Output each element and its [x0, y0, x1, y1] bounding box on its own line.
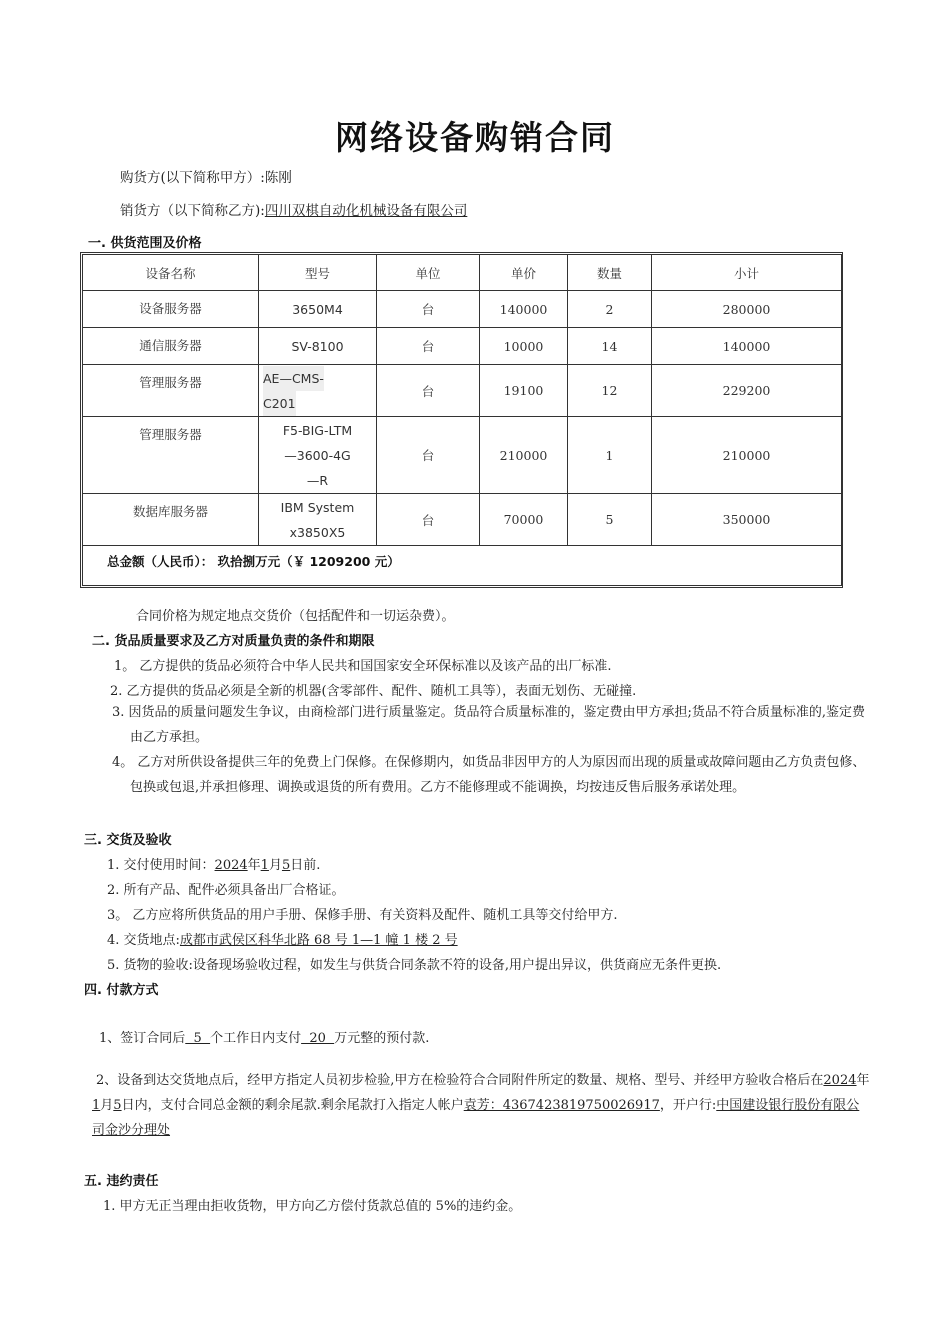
section3-item4 [107, 929, 458, 948]
model-line: F5-BIG-LTM [282, 422, 353, 438]
table-row [83, 328, 842, 365]
cell-subtotal: 350000 [652, 494, 842, 546]
cell-name: 设备服务器 [83, 291, 259, 328]
cell-qty: 5 [568, 494, 652, 546]
bank-name: 中国建设银行股份有限公司金沙分理处 [92, 1098, 860, 1138]
section4-heading: 四. 付款方式 [84, 983, 159, 998]
buyer-label: 购货方(以下简称甲方）: [120, 170, 265, 186]
header-qty: 数量 [568, 255, 652, 291]
delivery-month-label: 年 [247, 858, 261, 873]
cell-price: 210000 [480, 417, 568, 494]
delivery-day-label: 月 [268, 858, 282, 873]
header-subtotal: 小计 [652, 255, 842, 291]
section2-item: 2. 乙方提供的货品必须是全新的机器(含零部件、配件、随机工具等），表面无划伤、无碰撞. [110, 684, 637, 699]
cell-model [259, 365, 377, 417]
table-row [83, 494, 842, 546]
model-line: —3600-4G [284, 447, 351, 463]
cell-unit: 台 [377, 365, 480, 417]
final-pay-day: 5 [113, 1098, 122, 1113]
cell-price: 19100 [480, 365, 568, 417]
price-table [82, 254, 842, 586]
delivery-address: 成都市武侯区科华北路 68 号 1—1 幢 1 楼 2 号 [179, 933, 458, 948]
final-pay-day-label: 月 [100, 1098, 114, 1113]
cell-name: 管理服务器 [83, 417, 259, 494]
model-line: C201 [263, 391, 296, 416]
header-name: 设备名称 [83, 255, 259, 291]
cell-model [259, 417, 377, 494]
cell-subtotal: 280000 [652, 291, 842, 328]
prepay-middle: 个工作日内支付 [210, 1031, 302, 1046]
header-price: 单价 [480, 255, 568, 291]
cell-model [259, 494, 377, 546]
section1-heading: 一. 供货范围及价格 [88, 236, 202, 251]
delivery-month: 1 [260, 858, 269, 873]
price-note: 合同价格为规定地点交货价（包括配件和一切运杂费）。 [136, 609, 455, 624]
cell-model: 3650M4 [259, 291, 377, 328]
section2-item [112, 750, 872, 800]
model-line: —R [306, 472, 329, 488]
section2-item: 1。 乙方提供的货品必须符合中华人民共和国国家安全环保标准以及该产品的出厂标准. [114, 659, 612, 674]
delivery-place-label: 4. 交货地点: [107, 933, 180, 948]
model-line: x3850X5 [289, 524, 346, 540]
section2-item [112, 700, 872, 750]
section3-item3: 3。 乙方应将所供货品的用户手册、保修手册、有关资料及配件、随机工具等交付给甲方. [107, 908, 618, 923]
cell-subtotal: 140000 [652, 328, 842, 365]
cell-unit: 台 [377, 417, 480, 494]
cell-name: 管理服务器 [83, 365, 259, 417]
final-pay-month-label: 年 [856, 1073, 870, 1088]
cell-qty: 1 [568, 417, 652, 494]
account-number: 袁芳：4367423819750026917 [463, 1098, 660, 1113]
seller-line [120, 199, 467, 219]
cell-subtotal: 229200 [652, 365, 842, 417]
cell-qty: 14 [568, 328, 652, 365]
model-line: AE—CMS- [263, 366, 324, 391]
section2-heading: 二. 货品质量要求及乙方对质量负责的条件和期限 [92, 634, 375, 649]
delivery-year: 2024 [214, 858, 248, 873]
section3-item1 [107, 854, 320, 873]
cell-qty: 12 [568, 365, 652, 417]
table-total-row [83, 546, 842, 586]
table-row [83, 417, 842, 494]
prepay-label: 1、签订合同后 [99, 1031, 186, 1046]
cell-price: 70000 [480, 494, 568, 546]
seller-name: 四川双棋自动化机械设备有限公司 [264, 203, 468, 219]
cell-qty: 2 [568, 291, 652, 328]
bank-label: ，开户行: [659, 1098, 717, 1113]
cell-subtotal: 210000 [652, 417, 842, 494]
model-line: IBM System [280, 499, 355, 515]
section5-heading: 五. 违约责任 [84, 1174, 159, 1189]
delivery-day: 5 [281, 858, 291, 873]
section5-item1: 1. 甲方无正当理由拒收货物，甲方向乙方偿付货款总值的 5%的违约金。 [103, 1199, 522, 1214]
table-header-row [83, 255, 842, 291]
total-amount: 总金额（人民币）： 玖拾捌万元（￥ 1209200 元） [83, 546, 842, 586]
cell-price: 140000 [480, 291, 568, 328]
delivery-time-label: 1. 交付使用时间： [107, 858, 215, 873]
cell-unit: 台 [377, 328, 480, 365]
final-pay-year: 2024 [823, 1073, 857, 1088]
section3-item5: 5. 货物的验收:设备现场验收过程，如发生与供货合同条款不符的设备,用户提出异议，供货商应无条件更换. [107, 958, 722, 973]
buyer-line [120, 166, 292, 186]
final-pay-text2: 日内，支付合同总金额的剩余尾款.剩余尾款打入指定人帐户 [121, 1098, 464, 1113]
section2-item-text: 4。 乙方对所供设备提供三年的免费上门保修。在保修期内，如货品非因甲方的人为原因而出现的质量或故障问题由乙方负责包修、包换或包退,并承担修理、调换或退货的所有费用。乙方不能修理或不能调换，均按违反售后服务承诺处理。 [112, 755, 866, 795]
final-pay-month: 1 [92, 1098, 101, 1113]
buyer-name: 陈刚 [264, 170, 292, 186]
section2-item-text: 3. 因货品的质量问题发生争议，由商检部门进行质量鉴定。货品符合质量标准的，鉴定费由甲方承担;货品不符合质量标准的,鉴定费由乙方承担。 [112, 705, 866, 745]
cell-model: SV-8100 [259, 328, 377, 365]
prepay-days: 5 [185, 1031, 211, 1046]
cell-unit: 台 [377, 291, 480, 328]
header-unit: 单位 [377, 255, 480, 291]
cell-name: 通信服务器 [83, 328, 259, 365]
cell-name: 数据库服务器 [83, 494, 259, 546]
section3-heading: 三. 交货及验收 [84, 833, 172, 848]
section4-item2 [92, 1068, 872, 1143]
table-row [83, 291, 842, 328]
seller-label: 销货方（以下简称乙方): [120, 203, 265, 219]
cell-unit: 台 [377, 494, 480, 546]
section4-item1 [99, 1027, 429, 1046]
prepay-amount: 20 [301, 1031, 335, 1046]
prepay-suffix: 万元整的预付款. [334, 1031, 430, 1046]
section3-item2: 2. 所有产品、配件必须具备出厂合格证。 [107, 883, 345, 898]
final-pay-text: 2、设备到达交货地点后，经甲方指定人员初步检验,甲方在检验符合合同附件所定的数量、规格、型号、并经甲方验收合格后在 [96, 1073, 824, 1088]
cell-price: 10000 [480, 328, 568, 365]
delivery-suffix: 日前. [290, 858, 321, 873]
table-row [83, 365, 842, 417]
document-title: 网络设备购销合同 [335, 118, 615, 157]
header-model: 型号 [259, 255, 377, 291]
